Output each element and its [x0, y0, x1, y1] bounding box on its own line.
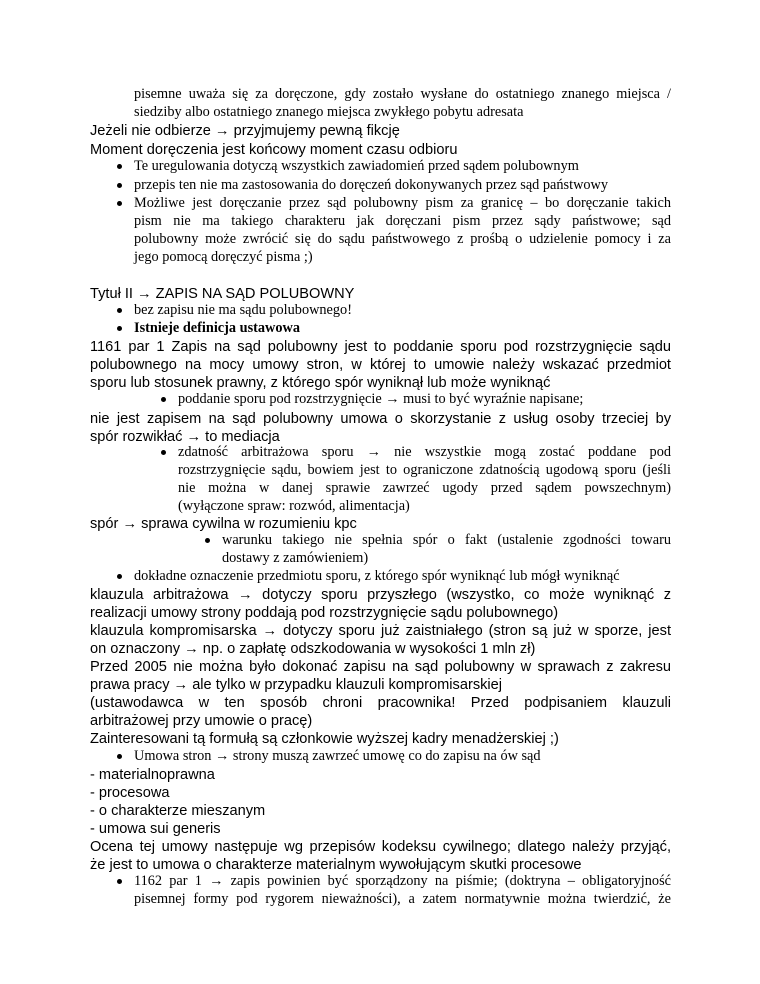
list-item: przepis ten nie ma zastosowania do doręczeń dokonywanych przez sąd państwowy — [134, 177, 609, 193]
list-item: Te uregulowania dotyczą wszystkich zawiadomień przed sądem polubownym — [134, 158, 579, 174]
text-line: nie jest zapisem na sąd polubowny umowa o skorzystanie z usług osoby trzeciej by — [90, 411, 671, 427]
text-line: - umowa sui generis — [90, 821, 221, 837]
text-line: realizacji umowy strony poddają pod rozstrzygnięcie sądu polubownego) — [90, 605, 559, 621]
bullet-icon — [161, 450, 166, 455]
text-line: - materialnoprawna — [90, 767, 215, 783]
text-line: nie można w danej sprawie zawrzeć ugody przed sądem powszechnym) — [178, 480, 671, 496]
text-line: spór rozwikłać → to mediacja — [90, 429, 280, 445]
text-line: pism nie ma takiego charakteru jak doręczani pism przez sądy państwowe; sąd — [134, 213, 671, 229]
list-item: 1162 par 1 → zapis powinien być sporządzony na piśmie; (doktryna – obligatoryjność — [134, 873, 671, 889]
text-line: polubowny może zwrócić się do sądu państwowego z prośbą o udzielenie pomocy i za — [134, 231, 671, 247]
text-line: Przed 2005 nie można było dokonać zapisu na sąd polubowny w sprawach z zakresu — [90, 659, 671, 675]
list-item: poddanie sporu pod rozstrzygnięcie → musi to być wyraźnie napisane; — [178, 391, 584, 407]
bullet-icon — [117, 164, 122, 169]
text-line: (ustawodawca w ten sposób chroni pracownika! Przed podpisaniem klauzuli — [90, 695, 671, 711]
bullet-icon — [117, 754, 122, 759]
text-line: dostawy z zamówieniem) — [222, 550, 369, 566]
text-line: spór → sprawa cywilna w rozumieniu kpc — [90, 516, 357, 532]
text-line: siedziby albo ostatniego znanego miejsca zwykłego pobytu adresata — [134, 104, 524, 120]
text-line: klauzula kompromisarska → dotyczy sporu już zaistniałego (stron są już w sporze, jest — [90, 623, 671, 639]
list-item: Możliwe jest doręczanie przez sąd polubowny pism za granicę – bo doręczanie takich — [134, 195, 671, 211]
section-heading: Tytuł II → ZAPIS NA SĄD POLUBOWNY — [90, 286, 355, 302]
bullet-icon — [117, 308, 122, 313]
list-item: dokładne oznaczenie przedmiotu sporu, z którego spór wyniknąć lub mógł wyniknąć — [134, 568, 620, 584]
text-line: arbitrażowej przy umowie o pracę) — [90, 713, 313, 729]
list-item: warunku takiego nie spełnia spór o fakt (ustalenie zgodności towaru — [222, 532, 671, 548]
list-item: bez zapisu nie ma sądu polubownego! — [134, 302, 352, 318]
text-line: Ocena tej umowy następuje wg przepisów kodeksu cywilnego; dlatego należy przyjąć, — [90, 839, 671, 855]
text-line: klauzula arbitrażowa → dotyczy sporu przyszłego (wszystko, co może wyniknąć z — [90, 587, 671, 603]
text-line: polubownego na mocy umowy stron, w której to umowie należy wskazać przedmiot — [90, 357, 671, 373]
bullet-icon — [117, 201, 122, 206]
list-item: zdatność arbitrażowa sporu → nie wszystkie mogą zostać poddane pod — [178, 444, 671, 460]
bullet-icon — [161, 397, 166, 402]
text-line: Zainteresowani tą formułą są członkowie wyższej kadry menadżerskiej ;) — [90, 731, 559, 747]
bullet-icon — [117, 183, 122, 188]
text-line: że jest to umowa o charakterze materialnym wywołującym skutki procesowe — [90, 857, 582, 873]
text-line: Jeżeli nie odbierze → przyjmujemy pewną fikcję — [90, 123, 400, 139]
text-line: prawa pracy → ale tylko w przypadku klauzuli kompromisarskiej — [90, 677, 503, 693]
text-line: (wyłączone spraw: rozwód, alimentacja) — [178, 498, 410, 514]
text-line: pisemne uważa się za doręczone, gdy zostało wysłane do ostatniego znanego miejsca / — [134, 86, 671, 102]
bullet-icon — [117, 326, 122, 331]
text-line: jego pomocą doręczyć pisma ;) — [134, 249, 313, 265]
text-line: rozstrzygnięcie sądu, bowiem jest to ograniczone zdatnością ugodową sporu (jeśli — [178, 462, 671, 478]
text-line: pisemnej formy pod rygorem nieważności), a zatem normatywnie można twierdzić, że — [134, 891, 671, 907]
list-item: Umowa stron → strony muszą zawrzeć umowę co do zapisu na ów sąd — [134, 748, 541, 764]
bullet-icon — [117, 879, 122, 884]
text-line: 1161 par 1 Zapis na sąd polubowny jest to poddanie sporu pod rozstrzygnięcie sądu — [90, 339, 671, 355]
bullet-icon — [205, 538, 210, 543]
text-line: on oznaczony → np. o zapłatę odszkodowania w wysokości 1 mln zł) — [90, 641, 536, 657]
text-line: sporu lub stosunek prawny, z którego spór wyniknął lub może wyniknąć — [90, 375, 551, 391]
text-line: - procesowa — [90, 785, 170, 801]
list-item: Istnieje definicja ustawowa — [134, 320, 300, 336]
text-line: - o charakterze mieszanym — [90, 803, 266, 819]
text-line: Moment doręczenia jest końcowy moment czasu odbioru — [90, 142, 458, 158]
bullet-icon — [117, 574, 122, 579]
